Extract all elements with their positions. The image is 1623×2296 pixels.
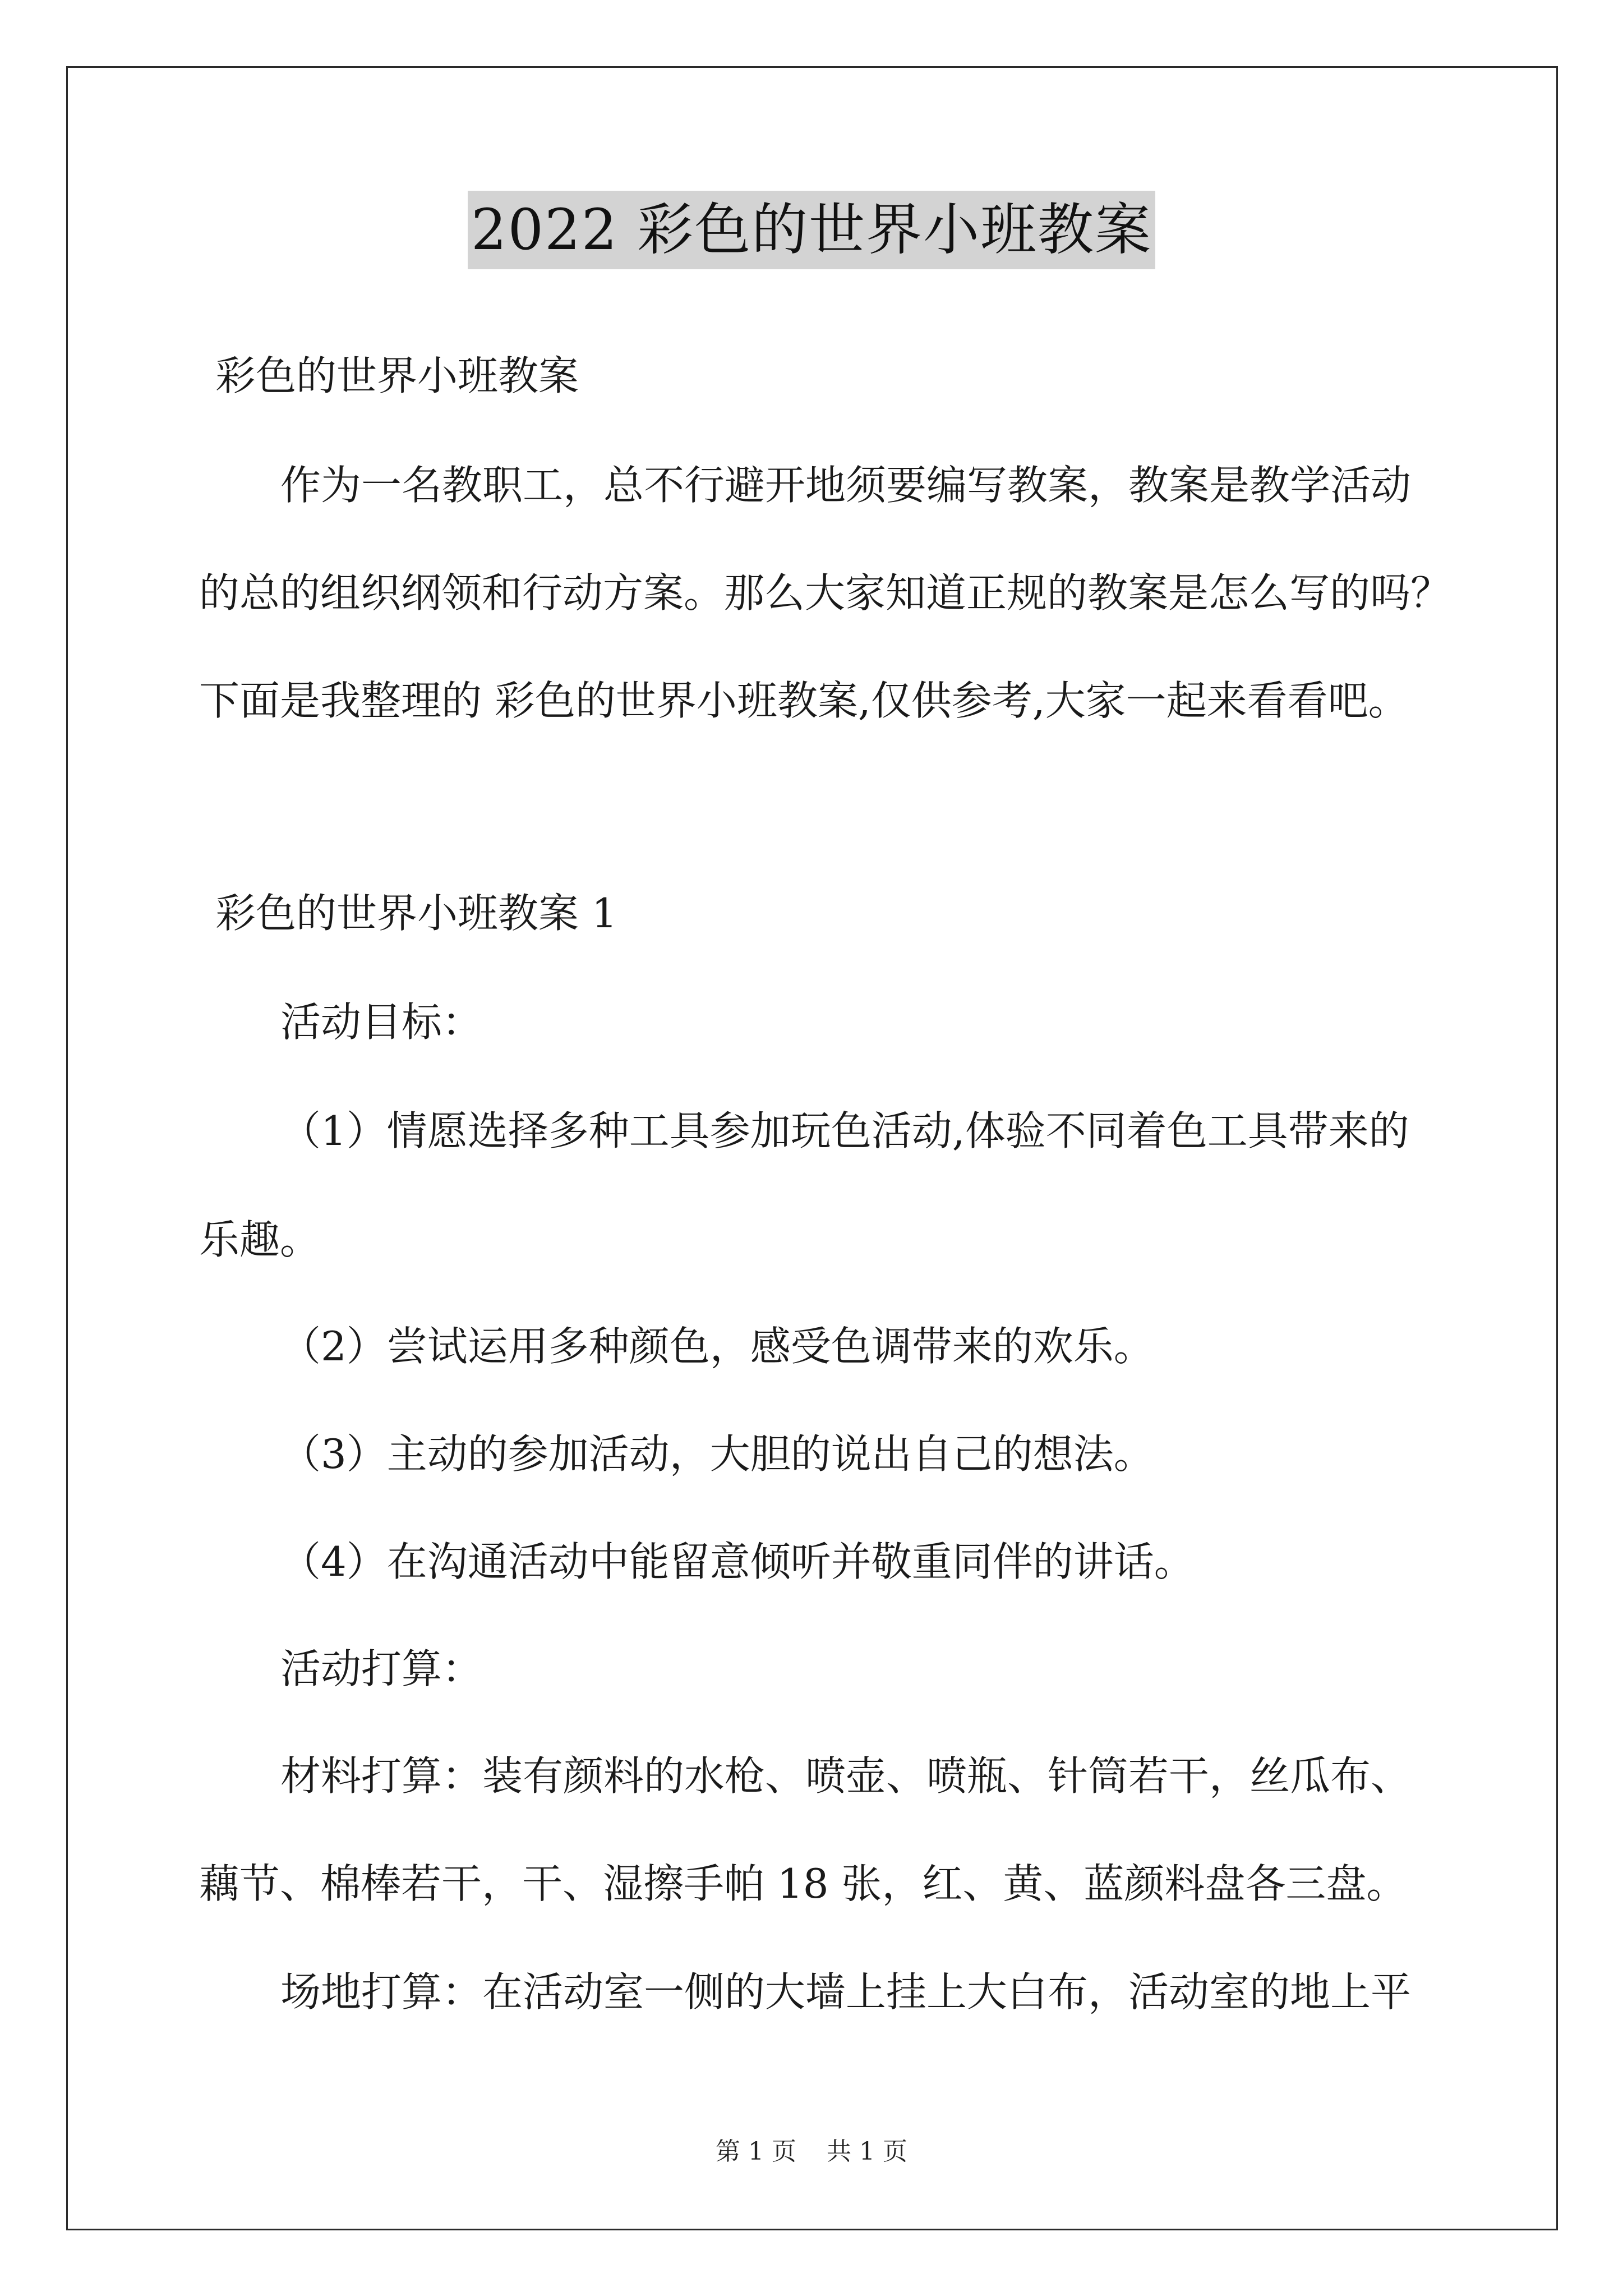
venue-line-1: 场地打算：在活动室一侧的大墙上挂上大白布，活动室的地上平 — [280, 1968, 1412, 2016]
page-total: 共 1 页 — [827, 2137, 907, 2166]
page-number: 第 1 页 — [716, 2137, 796, 2166]
goal-1-line-2: 乐趣。 — [199, 1216, 321, 1263]
intro-line-2: 的总的组织纲领和行动方案。那么大家知道正规的教案是怎么写的吗？ — [199, 569, 1451, 616]
intro-line-3: 下面是我整理的 彩色的世界小班教案,仅供参考,大家一起来看看吧。 — [199, 677, 1409, 724]
materials-line-1: 材料打算：装有颜料的水枪、喷壶、喷瓶、针筒若干，丝瓜布、 — [280, 1752, 1412, 1800]
title-container — [0, 191, 1623, 269]
section-heading: 彩色的世界小班教案 1 — [215, 890, 617, 937]
goal-3: （3）主动的参加活动，大胆的说出自己的想法。 — [280, 1430, 1154, 1478]
prep-heading: 活动打算： — [280, 1645, 483, 1692]
page-footer — [0, 2135, 1623, 2169]
intro-line-1: 作为一名教职工，总不行避开地须要编写教案，教案是教学活动 — [280, 462, 1412, 509]
materials-line-2: 藕节、棉棒若干，干、湿擦手帕 18 张，红、黄、蓝颜料盘各三盘。 — [199, 1860, 1407, 1907]
goal-2: （2）尝试运用多种颜色，感受色调带来的欢乐。 — [280, 1323, 1154, 1370]
document-title: 2022 彩色的世界小班教案 — [468, 191, 1155, 269]
subtitle: 彩色的世界小班教案 — [215, 352, 579, 399]
goal-1-line-1: （1）情愿选择多种工具参加玩色活动,体验不同着色工具带来的 — [280, 1107, 1409, 1154]
goal-4: （4）在沟通活动中能留意倾听并敬重同伴的讲话。 — [280, 1538, 1195, 1585]
goals-heading: 活动目标： — [280, 999, 483, 1046]
